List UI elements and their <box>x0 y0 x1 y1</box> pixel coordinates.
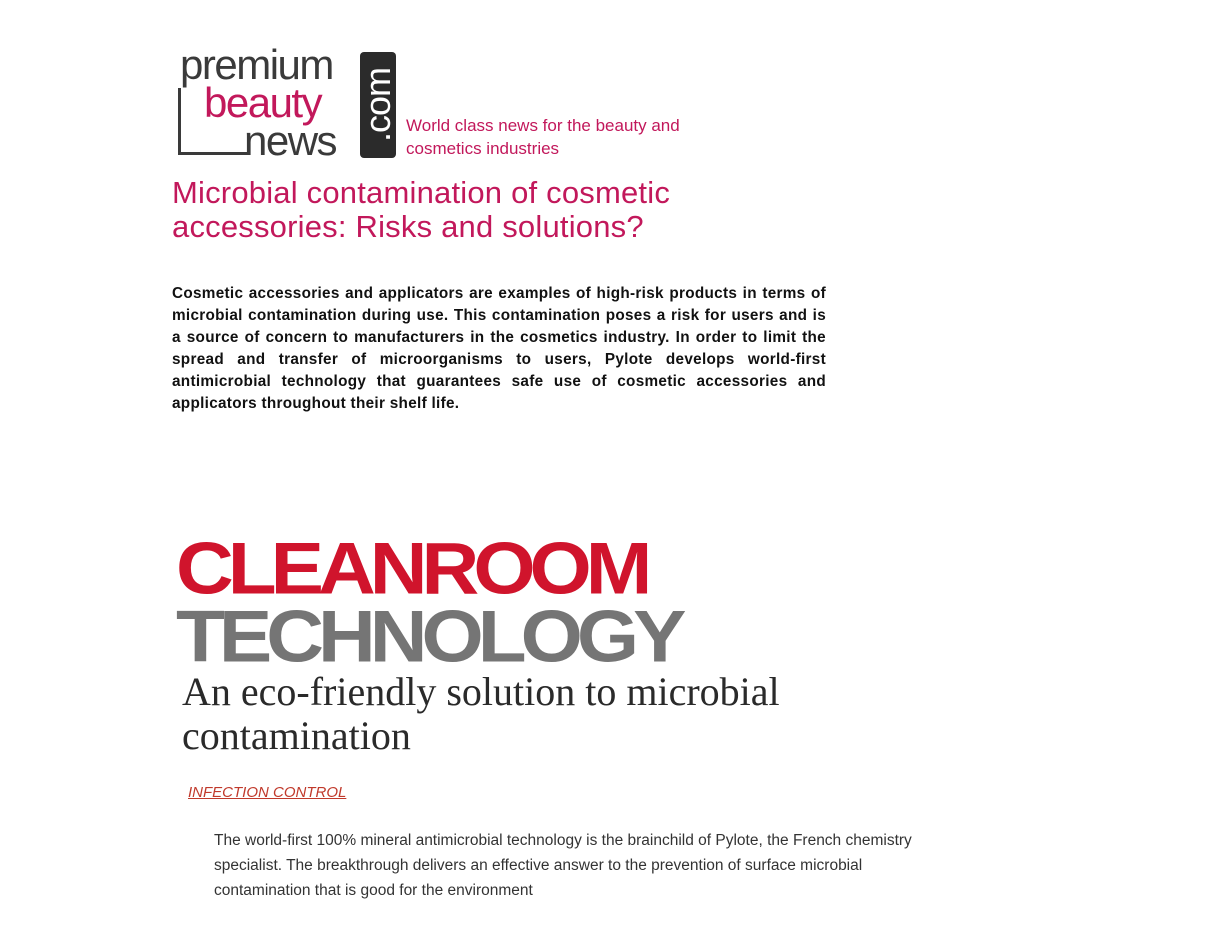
cleanroom-logo-line1: CLEANROOM <box>176 527 647 610</box>
infection-control-category-link[interactable]: INFECTION CONTROL <box>188 784 347 801</box>
logo-word-premium: premium <box>180 41 333 88</box>
logo-com-text: .com <box>357 67 398 143</box>
logo-word-news: news <box>244 117 337 164</box>
logo-word-beauty: beauty <box>204 79 322 126</box>
premium-beauty-news-clipping <box>166 38 836 438</box>
cleanroom-article-title: An eco-friendly solution to microbial contamination <box>182 669 780 758</box>
premium-beauty-news-article-summary: Cosmetic accessories and applicators are examples of high-risk products in terms of microbial contamination during use. This contamination poses a risk for users and is a source of concern to manufacturers in the cosmetics industry. In order to limit the spread and transfer of microorganisms to users, Pylote develops world-first antimicrobial technology that guarantees safe use of cosmetic accessories and applicators throughout their shelf life. <box>172 285 826 412</box>
cleanroom-technology-clipping <box>176 527 976 910</box>
premium-beauty-news-article-title: Microbial contamination of cosmetic accessories: Risks and solutions? <box>172 175 671 244</box>
premium-beauty-news-tagline: World class news for the beauty and cosmetics industries <box>406 116 680 158</box>
cleanroom-article-summary: The world-first 100% mineral antimicrobial technology is the brainchild of Pylote, the French chemistry specialist. The breakthrough delivers an effective answer to the prevention of surface microbial contamination that is good for the environment <box>214 832 912 899</box>
logo-com-badge <box>357 52 398 158</box>
premium-beauty-news-logo <box>166 38 398 164</box>
cleanroom-logo-line2: TECHNOLOGY <box>176 595 681 678</box>
